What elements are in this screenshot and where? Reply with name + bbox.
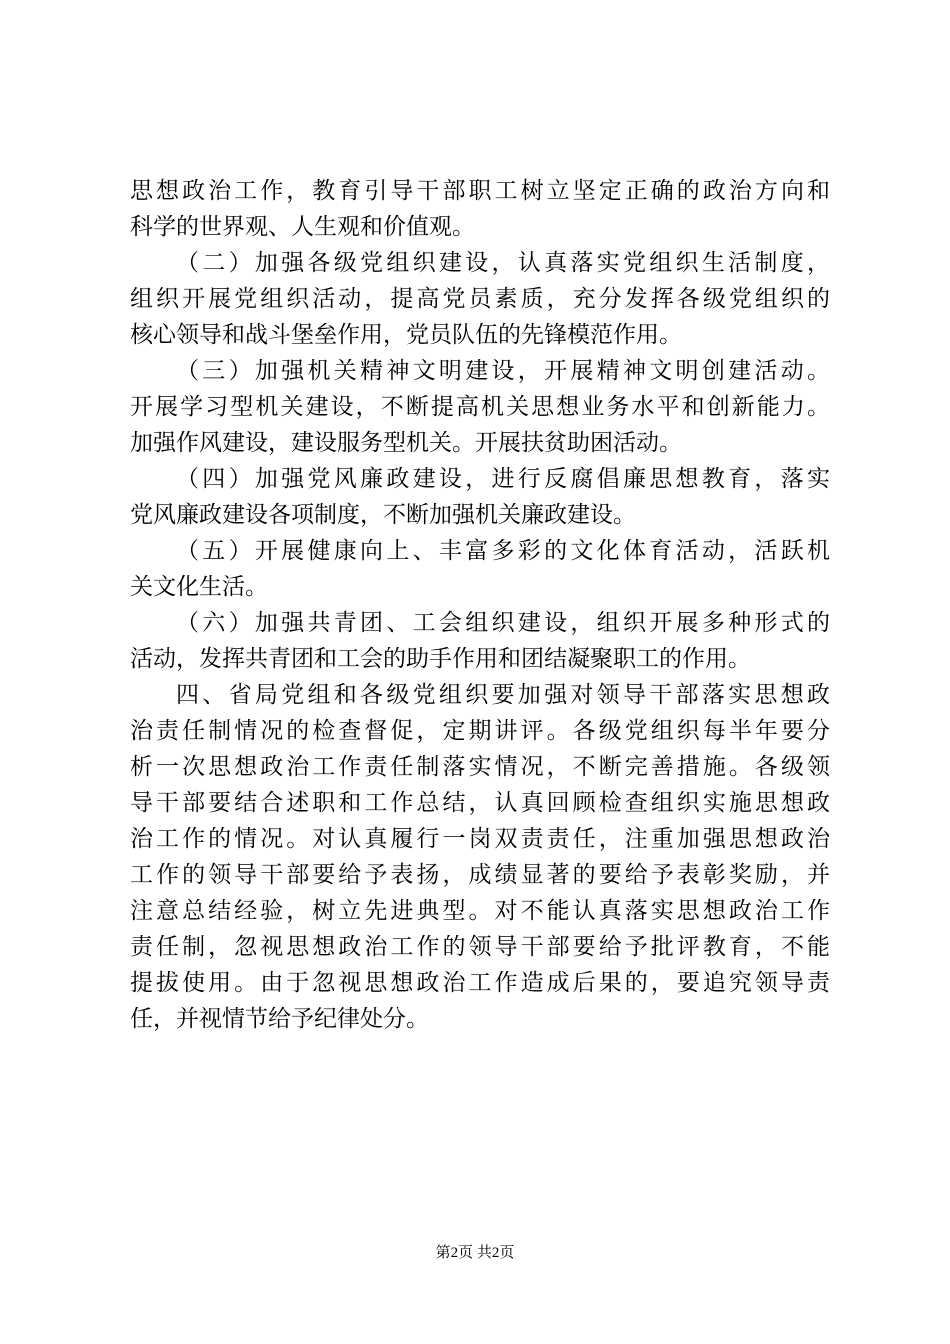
text-line: 开展学习型机关建设，不断提高机关思想业务水平和创新能力。 xyxy=(130,394,830,420)
text-line: （四）加强党风廉政建设，进行反腐倡廉思想教育，落实 xyxy=(176,466,830,492)
text-line: （二）加强各级党组织建设，认真落实党组织生活制度， xyxy=(176,250,830,276)
text-line: 科学的世界观、人生观和价值观。 xyxy=(130,214,475,240)
text-line: 四、省局党组和各级党组织要加强对领导干部落实思想政 xyxy=(176,682,830,708)
text-line: 加强作风建设，建设服务型机关。开展扶贫助困活动。 xyxy=(130,430,682,456)
text-line: 活动，发挥共青团和工会的助手作用和团结凝聚职工的作用。 xyxy=(130,646,751,672)
text-line: （五）开展健康向上、丰富多彩的文化体育活动，活跃机 xyxy=(176,538,830,564)
text-line: 注意总结经验，树立先进典型。对不能认真落实思想政治工作 xyxy=(130,898,830,924)
text-line: 党风廉政建设各项制度，不断加强机关廉政建设。 xyxy=(130,502,636,528)
text-line: 析一次思想政治工作责任制落实情况，不断完善措施。各级领 xyxy=(130,754,830,780)
text-line: 任，并视情节给予纪律处分。 xyxy=(130,1006,429,1032)
text-line: 责任制，忽视思想政治工作的领导干部要给予批评教育，不能 xyxy=(130,934,830,960)
text-line: 导干部要结合述职和工作总结，认真回顾检查组织实施思想政 xyxy=(130,790,830,816)
document-body xyxy=(130,173,830,1037)
text-line: （六）加强共青团、工会组织建设，组织开展多种形式的 xyxy=(176,610,830,636)
text-line: 治责任制情况的检查督促，定期讲评。各级党组织每半年要分 xyxy=(130,718,830,744)
text-line: 关文化生活。 xyxy=(130,574,268,600)
text-line: 工作的领导干部要给予表扬，成绩显著的要给予表彰奖励，并 xyxy=(130,862,830,888)
text-line: 治工作的情况。对认真履行一岗双责责任，注重加强思想政治 xyxy=(130,826,830,852)
text-line: （三）加强机关精神文明建设，开展精神文明创建活动。 xyxy=(176,358,830,384)
text-line: 核心领导和战斗堡垒作用，党员队伍的先锋模范作用。 xyxy=(130,322,682,348)
page-number-footer: 第2页 共2页 xyxy=(435,1245,515,1261)
text-line: 组织开展党组织活动，提高党员素质，充分发挥各级党组织的 xyxy=(130,286,830,312)
text-line: 提拔使用。由于忽视思想政治工作造成后果的，要追究领导责 xyxy=(130,970,830,996)
text-line: 思想政治工作，教育引导干部职工树立坚定正确的政治方向和 xyxy=(130,178,830,204)
